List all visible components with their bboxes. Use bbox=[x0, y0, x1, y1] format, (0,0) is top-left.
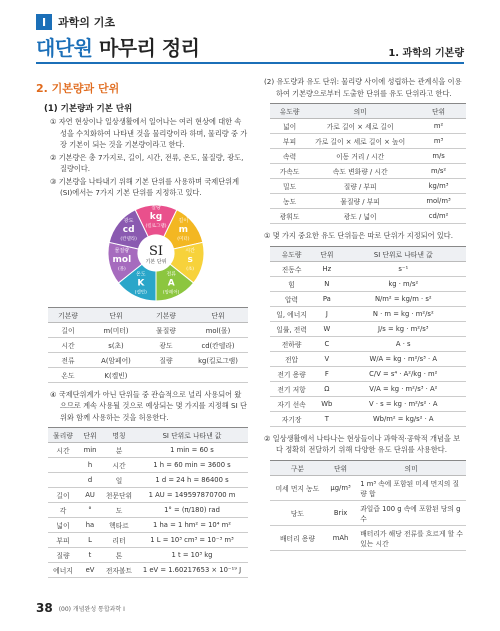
table-cell: N · m = kg · m²/s² bbox=[341, 306, 466, 321]
daily-table-header: 단위 bbox=[325, 460, 356, 475]
table-cell: 과일즙 100 g 속에 포함된 당의 g수 bbox=[356, 500, 466, 525]
table-cell: d bbox=[78, 473, 102, 488]
table-cell: 진동수 bbox=[270, 261, 313, 276]
si-unit-symbol: mol bbox=[112, 254, 132, 265]
table-cell: m³ bbox=[411, 134, 466, 149]
nonsi-table-header: SI 단위로 나타낸 값 bbox=[136, 428, 248, 443]
si-unit-name: (칸델라) bbox=[120, 236, 137, 242]
table-cell: Ω bbox=[313, 381, 340, 396]
table-cell: 배터리가 해당 전류를 흐르게 할 수 있는 시간 bbox=[356, 525, 466, 550]
si-center-sublabel: 기본 단위 bbox=[145, 258, 167, 265]
table-cell: 도 bbox=[102, 503, 136, 518]
footer-text: (00) 개념완성 통합과학 I bbox=[58, 605, 125, 613]
table-cell: W bbox=[313, 321, 340, 336]
table-cell: 1 ha = 1 hm² = 10⁴ m² bbox=[136, 518, 248, 533]
si-quantity-label: 길이 bbox=[178, 217, 189, 224]
named-intro: ① 몇 가지 중요한 유도 단위들은 따로 단위가 지정되어 있다. bbox=[264, 231, 453, 240]
table-cell: F bbox=[313, 366, 340, 381]
table-cell: ha bbox=[78, 518, 102, 533]
table-cell: ° bbox=[78, 503, 102, 518]
table-cell: K(켈빈) bbox=[88, 367, 144, 382]
table-cell: 일 bbox=[102, 473, 136, 488]
daily-units-table bbox=[270, 460, 466, 551]
table-cell: μg/m³ bbox=[325, 475, 356, 500]
si-unit-symbol: cd bbox=[122, 224, 135, 235]
table-cell: 길이 bbox=[48, 488, 78, 503]
table-cell: 시간 bbox=[102, 458, 136, 473]
table-cell: min bbox=[78, 443, 102, 458]
table-row bbox=[48, 518, 248, 533]
table-cell: 일, 에너지 bbox=[270, 306, 313, 321]
table-row bbox=[270, 194, 466, 209]
table-cell: 1 min = 60 s bbox=[136, 443, 248, 458]
named-table-header: 단위 bbox=[313, 246, 340, 261]
table-cell: eV bbox=[78, 563, 102, 578]
table-cell: C/V = s⁴ · A²/kg · m² bbox=[341, 366, 466, 381]
table-cell: 농도 bbox=[270, 194, 309, 209]
table-cell: 시간 bbox=[48, 443, 78, 458]
table-cell: Hz bbox=[313, 261, 340, 276]
base-units-table bbox=[48, 307, 248, 383]
section-title: 2. 기본량과 단위 bbox=[36, 82, 120, 95]
si-unit-name: (켈빈) bbox=[134, 290, 147, 296]
table-cell: Wb/m² = kg/s² · A bbox=[341, 411, 466, 426]
table-cell: W/A = kg · m²/s³ · A bbox=[341, 351, 466, 366]
si-unit-symbol: A bbox=[167, 278, 175, 289]
table-cell: 전압 bbox=[270, 351, 313, 366]
table-row bbox=[48, 322, 248, 337]
table-cell: 전자볼트 bbox=[102, 563, 136, 578]
si-quantity-label: 광도 bbox=[123, 217, 134, 224]
si-unit-symbol: kg bbox=[149, 211, 163, 222]
table-cell: t bbox=[78, 548, 102, 563]
chapter-label bbox=[36, 14, 115, 30]
table-row bbox=[270, 291, 466, 306]
si-quantity-label: 시간 bbox=[185, 247, 195, 254]
page-title-rest: 마무리 정리 bbox=[98, 36, 200, 60]
si-center-label: SI bbox=[148, 243, 164, 259]
subsection-title: (1) 기본량과 기본 단위 bbox=[44, 104, 133, 114]
daily-table-header: 의미 bbox=[356, 460, 466, 475]
table-cell: 길이 bbox=[48, 322, 88, 337]
table-cell: 광도 / 넓이 bbox=[309, 209, 411, 224]
table-cell: 1 m³ 속에 포함된 미세 먼지의 질량 합 bbox=[356, 475, 466, 500]
table-cell: kg · m/s² bbox=[341, 276, 466, 291]
table-row bbox=[270, 276, 466, 291]
table-cell: A · s bbox=[341, 336, 466, 351]
derived-units-table bbox=[270, 103, 466, 224]
right-column bbox=[262, 76, 466, 551]
named-table-header: 유도량 bbox=[270, 246, 313, 261]
header-divider bbox=[36, 62, 464, 64]
base-table-header: 단위 bbox=[188, 307, 248, 322]
table-cell: 분 bbox=[102, 443, 136, 458]
table-row bbox=[270, 336, 466, 351]
table-cell: 리터 bbox=[102, 533, 136, 548]
table-cell: 전기 저항 bbox=[270, 381, 313, 396]
table-cell: mol/m³ bbox=[411, 194, 466, 209]
table-cell: 속도 변화량 / 시간 bbox=[309, 164, 411, 179]
table-cell: 배터리 용량 bbox=[270, 525, 325, 550]
derived-table-header: 유도량 bbox=[270, 104, 309, 119]
table-cell: Brix bbox=[325, 500, 356, 525]
table-cell: 속력 bbox=[270, 149, 309, 164]
table-row bbox=[270, 411, 466, 426]
si-unit-name: (초) bbox=[186, 266, 195, 272]
daily-table-header: 구분 bbox=[270, 460, 325, 475]
table-cell: AU bbox=[78, 488, 102, 503]
table-cell: 밀도 bbox=[270, 179, 309, 194]
paragraph-3: ③ 기본량을 나타내기 위해 기본 단위를 사용하며 국제단위계(SI)에서는 7가지 기본 단위를 지정하고 있다. bbox=[50, 176, 240, 197]
table-row bbox=[270, 134, 466, 149]
table-cell: 1° = (π/180) rad bbox=[136, 503, 248, 518]
table-cell: 부피 bbox=[48, 533, 78, 548]
si-units-diagram bbox=[76, 203, 236, 303]
table-cell: V/A = kg · m²/s³ · A² bbox=[341, 381, 466, 396]
si-quantity-label: 전류 bbox=[166, 271, 177, 278]
table-cell: mol(몰) bbox=[188, 322, 248, 337]
section-label: 1. 과학의 기본량 bbox=[388, 48, 464, 59]
base-table-header: 기본량 bbox=[144, 307, 188, 322]
table-cell: 물질량 bbox=[144, 322, 188, 337]
table-cell: 당도 bbox=[270, 500, 325, 525]
table-cell: m/s bbox=[411, 149, 466, 164]
table-row bbox=[270, 500, 466, 525]
paragraph-4: ④ 국제단위계가 아닌 단위들 중 관습적으로 널리 사용되어 왔으므로 계속 사용될 것으로 예상되는 몇 가지를 지정해 SI 단위와 함께 사용하는 것을 허용한다. bbox=[50, 389, 247, 422]
paragraph-2: ② 기본량은 총 7가지로, 길이, 시간, 전류, 온도, 물질량, 광도, 질량이다. bbox=[50, 152, 244, 173]
table-cell: h bbox=[78, 458, 102, 473]
daily-table-wrap bbox=[270, 460, 466, 551]
table-cell bbox=[48, 458, 78, 473]
table-cell: 톤 bbox=[102, 548, 136, 563]
table-cell: 전기 용량 bbox=[270, 366, 313, 381]
table-cell: m/s² bbox=[411, 164, 466, 179]
table-row bbox=[48, 548, 248, 563]
si-unit-symbol: K bbox=[137, 278, 145, 289]
table-cell: 헥타르 bbox=[102, 518, 136, 533]
named-table-wrap bbox=[270, 246, 466, 427]
chapter-number-badge: I bbox=[36, 14, 52, 30]
derived-table-header: 단위 bbox=[411, 104, 466, 119]
table-cell: 미세 먼지 농도 bbox=[270, 475, 325, 500]
table-cell: 일률, 전력 bbox=[270, 321, 313, 336]
table-cell bbox=[188, 367, 248, 382]
table-cell: V · s = kg · m²/s² · A bbox=[341, 396, 466, 411]
table-cell: 물질량 / 부피 bbox=[309, 194, 411, 209]
table-row bbox=[270, 261, 466, 276]
table-row bbox=[48, 563, 248, 578]
table-cell: N bbox=[313, 276, 340, 291]
page-number: 38 bbox=[36, 601, 53, 615]
table-cell: 1 t = 10³ kg bbox=[136, 548, 248, 563]
derived-table-wrap bbox=[270, 103, 466, 224]
table-cell: V bbox=[313, 351, 340, 366]
table-cell: 질량 bbox=[48, 548, 78, 563]
table-cell: 1 AU = 149597870700 m bbox=[136, 488, 248, 503]
table-cell: 전하량 bbox=[270, 336, 313, 351]
page-footer bbox=[36, 601, 125, 615]
table-row bbox=[270, 164, 466, 179]
table-row bbox=[48, 458, 248, 473]
table-row bbox=[48, 337, 248, 352]
table-row bbox=[270, 366, 466, 381]
table-cell: 넓이 bbox=[270, 119, 309, 134]
table-cell: kg/m³ bbox=[411, 179, 466, 194]
table-cell: 1 L = 10³ cm³ = 10⁻³ m³ bbox=[136, 533, 248, 548]
named-units-table bbox=[270, 246, 466, 427]
table-row bbox=[48, 352, 248, 367]
table-cell bbox=[48, 473, 78, 488]
table-row bbox=[270, 119, 466, 134]
table-cell: 광도 bbox=[144, 337, 188, 352]
chapter-title: 과학의 기초 bbox=[58, 16, 115, 29]
derived-table-header: 의미 bbox=[309, 104, 411, 119]
table-row bbox=[270, 149, 466, 164]
table-cell: 에너지 bbox=[48, 563, 78, 578]
si-quantity-label: 질량 bbox=[151, 204, 161, 211]
table-cell: 광휘도 bbox=[270, 209, 309, 224]
table-cell: A(암페어) bbox=[88, 352, 144, 367]
table-cell: L bbox=[78, 533, 102, 548]
si-unit-symbol: m bbox=[178, 224, 189, 235]
page-header bbox=[0, 0, 500, 68]
page-title-accent: 대단원 bbox=[36, 36, 93, 60]
table-cell: 1 d = 24 h = 86400 s bbox=[136, 473, 248, 488]
table-row bbox=[48, 473, 248, 488]
left-column bbox=[36, 76, 248, 578]
table-row bbox=[270, 351, 466, 366]
non-si-table-wrap bbox=[48, 427, 248, 578]
si-wheel bbox=[76, 203, 236, 303]
table-cell: 질량 / 부피 bbox=[309, 179, 411, 194]
table-cell: Pa bbox=[313, 291, 340, 306]
table-cell: 질량 bbox=[144, 352, 188, 367]
table-cell: m(미터) bbox=[88, 322, 144, 337]
table-cell: Wb bbox=[313, 396, 340, 411]
table-cell: 부피 bbox=[270, 134, 309, 149]
table-cell: mAh bbox=[325, 525, 356, 550]
table-cell: s⁻¹ bbox=[341, 261, 466, 276]
table-cell: 자기 선속 bbox=[270, 396, 313, 411]
table-row bbox=[270, 209, 466, 224]
table-row bbox=[48, 443, 248, 458]
table-cell: 압력 bbox=[270, 291, 313, 306]
table-row bbox=[270, 475, 466, 500]
table-cell: 시간 bbox=[48, 337, 88, 352]
table-cell: s(초) bbox=[88, 337, 144, 352]
table-cell: 가로 길이 × 세로 길이 × 높이 bbox=[309, 134, 411, 149]
base-units-table-wrap bbox=[48, 307, 248, 383]
base-table-header: 단위 bbox=[88, 307, 144, 322]
table-cell: 전류 bbox=[48, 352, 88, 367]
derived-intro: (2) 유도량과 유도 단위: 물리량 사이에 성립하는 관계식을 이용하여 기본량으로부터 도출한 단위를 유도 단위라고 한다. bbox=[264, 77, 462, 98]
table-cell: C bbox=[313, 336, 340, 351]
table-cell: 이동 거리 / 시간 bbox=[309, 149, 411, 164]
table-cell: J/s = kg · m²/s³ bbox=[341, 321, 466, 336]
table-row bbox=[48, 367, 248, 382]
named-table-header: SI 단위로 나타낸 값 bbox=[341, 246, 466, 261]
paragraph-1: ① 자연 현상이나 일상생활에서 일어나는 여러 현상에 대한 속성을 수치화하여 나타낸 것을 물리량이라 하며, 물리량 중 가장 기본이 되는 것을 기본량이라고 한다. bbox=[50, 117, 248, 149]
table-cell: kg(킬로그램) bbox=[188, 352, 248, 367]
table-row bbox=[48, 503, 248, 518]
table-cell: N/m² = kg/m · s² bbox=[341, 291, 466, 306]
table-cell: 힘 bbox=[270, 276, 313, 291]
si-unit-symbol: s bbox=[187, 254, 193, 265]
table-cell: cd/m² bbox=[411, 209, 466, 224]
table-cell: 가속도 bbox=[270, 164, 309, 179]
table-cell: 가로 길이 × 세로 길이 bbox=[309, 119, 411, 134]
table-cell: 자기장 bbox=[270, 411, 313, 426]
table-row bbox=[270, 396, 466, 411]
non-si-units-table bbox=[48, 427, 248, 578]
nonsi-table-header: 단위 bbox=[78, 428, 102, 443]
nonsi-table-header: 물리량 bbox=[48, 428, 78, 443]
table-cell bbox=[144, 367, 188, 382]
table-cell: 온도 bbox=[48, 367, 88, 382]
table-row bbox=[270, 321, 466, 336]
table-cell: m² bbox=[411, 119, 466, 134]
table-cell: 1 h = 60 min = 3600 s bbox=[136, 458, 248, 473]
table-row bbox=[270, 525, 466, 550]
table-row bbox=[270, 179, 466, 194]
nonsi-table-header: 명칭 bbox=[102, 428, 136, 443]
si-unit-name: (미터) bbox=[177, 236, 190, 242]
si-unit-name: (몰) bbox=[117, 266, 126, 272]
table-cell: 1 eV = 1.60217653 × 10⁻¹⁹ J bbox=[136, 563, 248, 578]
table-row bbox=[48, 488, 248, 503]
table-row bbox=[270, 306, 466, 321]
table-cell: 넓이 bbox=[48, 518, 78, 533]
table-cell: 각 bbox=[48, 503, 78, 518]
daily-intro: ② 일상생활에서 나타나는 현상들이나 과학적·공학적 개념을 보다 정확히 전달하기 위해 다양한 유도 단위를 사용한다. bbox=[264, 433, 461, 454]
si-unit-name: (킬로그램) bbox=[145, 223, 167, 229]
table-cell: 천문단위 bbox=[102, 488, 136, 503]
si-unit-name: (암페어) bbox=[162, 290, 180, 296]
si-quantity-label: 물질량 bbox=[114, 247, 130, 254]
table-cell: J bbox=[313, 306, 340, 321]
base-table-header: 기본량 bbox=[48, 307, 88, 322]
table-cell: T bbox=[313, 411, 340, 426]
page-title bbox=[36, 32, 200, 61]
table-row bbox=[270, 381, 466, 396]
si-quantity-label: 온도 bbox=[135, 271, 146, 278]
table-cell: cd(칸델라) bbox=[188, 337, 248, 352]
table-row bbox=[48, 533, 248, 548]
